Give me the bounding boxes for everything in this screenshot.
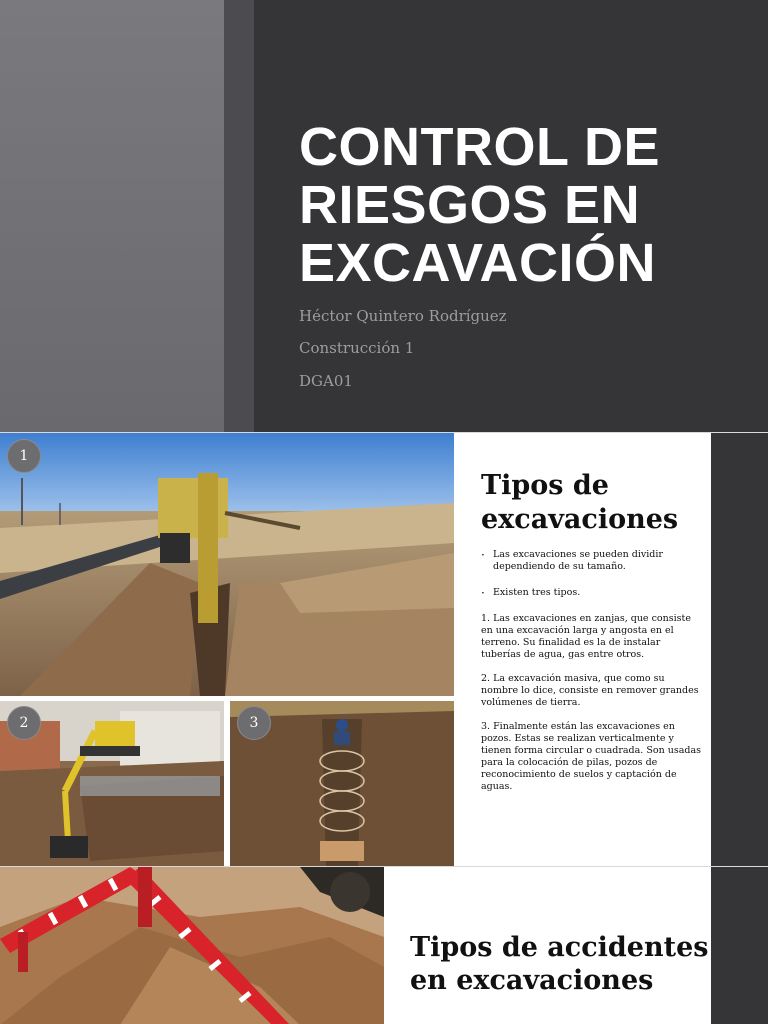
heading-line: Tipos de <box>481 470 609 501</box>
title-slide <box>0 0 768 432</box>
decorative-band-mid <box>224 0 254 432</box>
title-line: RIESGOS EN <box>299 175 641 235</box>
bullet-item: · Las excavaciones se pueden dividir dependiendo de su tamaño. <box>481 549 701 573</box>
trench-photo-illustration <box>0 433 454 696</box>
barrier-illustration <box>0 867 384 1024</box>
excavation-types-body <box>481 549 701 805</box>
paragraph: 1. Las excavaciones en zanjas, que consiste en una excavación larga y angosta en el terreno. Su finalidad es la de instalar tuberías de agua, gas entre otros. <box>481 613 691 660</box>
title-line: CONTROL DE <box>299 117 661 177</box>
accident-types-slide <box>0 866 768 1024</box>
photo-number-badge: 3 <box>237 706 271 740</box>
course-name: Construcción 1 <box>299 339 415 357</box>
photo-number-badge: 2 <box>7 706 41 740</box>
author-name: Héctor Quintero Rodríguez <box>299 307 507 325</box>
heading-line: excavaciones <box>481 504 679 535</box>
accident-types-heading <box>410 931 710 997</box>
paragraph: 2. La excavación masiva, que como su nombre lo dice, consiste en remover grandes volúmenes de tierra. <box>481 673 699 708</box>
excavation-types-heading <box>481 469 701 537</box>
title-line: EXCAVACIÓN <box>299 233 657 293</box>
bullet-item: · Existen tres tipos. <box>481 587 701 599</box>
photo-number-badge: 1 <box>7 439 41 473</box>
heading-line: en excavaciones <box>410 965 654 996</box>
decorative-dark-strip <box>711 867 768 1024</box>
trench-excavation-photo <box>0 433 454 696</box>
excavation-barrier-illustration <box>0 867 384 1024</box>
paragraph: 3. Finalmente están las excavaciones en pozos. Estas se realizan verticalmente y tienen forma circular o cuadrada. Son usadas para la colocación de pilas, pozos de reconocimiento de suelos y captación de aguas. <box>481 721 701 792</box>
group-code: DGA01 <box>299 372 353 390</box>
decorative-dark-strip <box>711 433 768 866</box>
heading-line: Tipos de accidentes <box>410 932 709 963</box>
presentation-title <box>299 118 739 292</box>
excavation-types-slide <box>0 432 768 866</box>
decorative-band-light <box>0 0 224 432</box>
